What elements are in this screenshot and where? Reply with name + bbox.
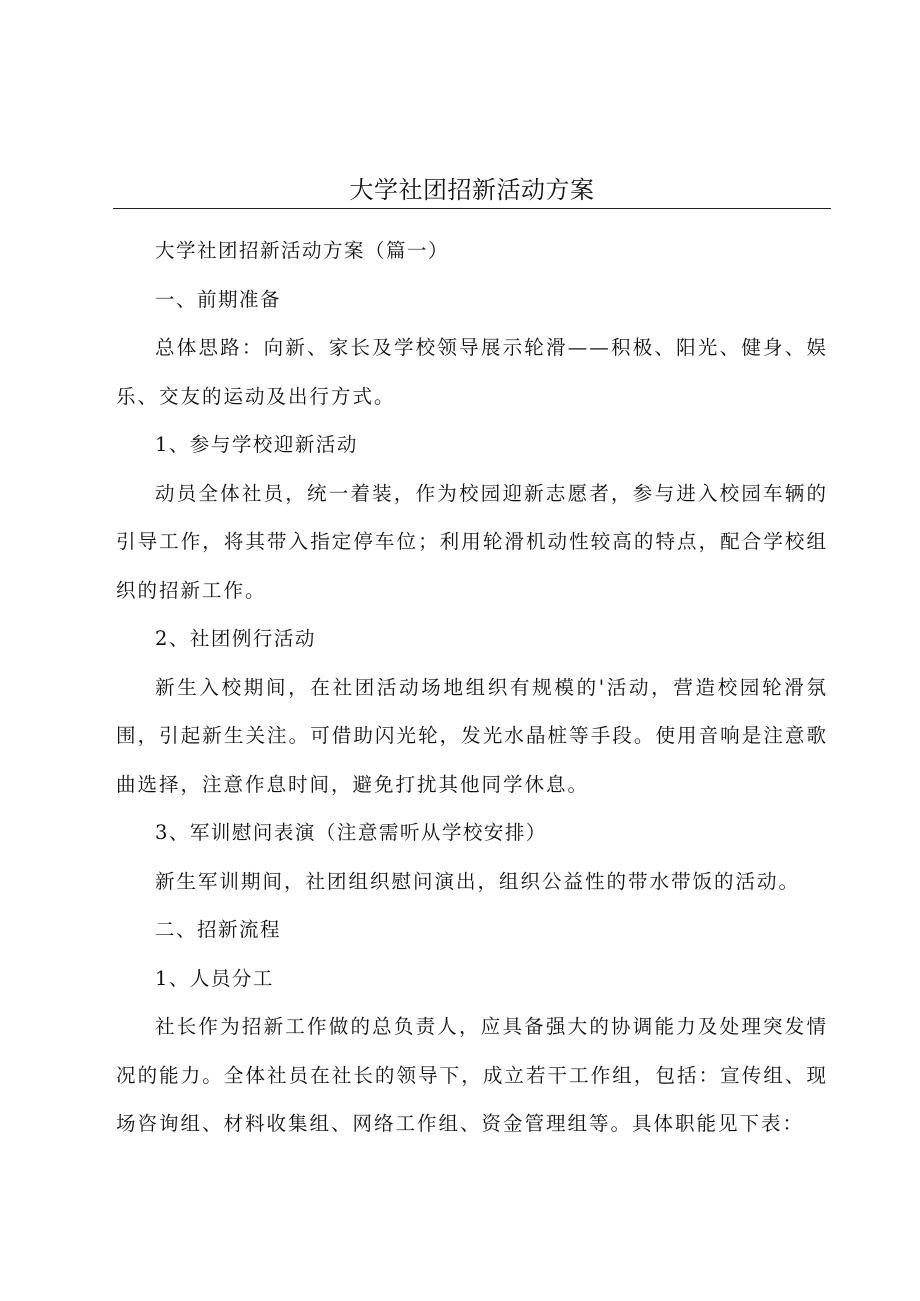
document-title: 大学社团招新活动方案	[349, 176, 595, 204]
section-heading-recruitment-process: 二、招新流程	[155, 918, 282, 941]
item-heading-welcome-activity: 1、参与学校迎新活动	[155, 433, 358, 456]
item-heading-regular-activity: 2、社团例行活动	[155, 627, 316, 650]
paragraph-welcome-activity: 动员全体社员，统一着装，作为校园迎新志愿者，参与进入校园车辆的引导工作，将其带入指定停车位；利用轮滑机动性较高的特点，配合学校组织的招新工作。	[116, 481, 828, 602]
item-heading-staff-division: 1、人员分工	[155, 966, 274, 990]
paragraph-regular-activity: 新生入校期间，在社团活动场地组织有规模的'活动，营造校园轮滑氛围，引起新生关注。可借助闪光轮，发光水晶桩等手段。使用音响是注意歌曲选择，注意作息时间，避免打扰其他同学休息。	[116, 675, 828, 796]
paragraph-military-training-show: 新生军训期间，社团组织慰问演出，组织公益性的带水带饭的活动。	[155, 869, 801, 893]
section-heading-preparation: 一、前期准备	[155, 287, 282, 311]
title-divider	[113, 208, 831, 209]
document-subtitle: 大学社团招新活动方案（篇一）	[155, 239, 450, 262]
paragraph-overall-idea: 总体思路：向新、家长及学校领导展示轮滑——积极、阳光、健身、娱乐、交友的运动及出行方式。	[116, 336, 828, 408]
paragraph-staff-division: 社长作为招新工作做的总负责人，应具备强大的协调能力及处理突发情况的能力。全体社员在社长的领导下，成立若干工作组，包括：宣传组、现场咨询组、材料收集组、网络工作组、资金管理组等。具体职能见下表：	[116, 1015, 828, 1135]
document-body	[116, 227, 828, 1149]
item-heading-military-training-show: 3、军训慰问表演（注意需听从学校安排）	[155, 821, 547, 844]
